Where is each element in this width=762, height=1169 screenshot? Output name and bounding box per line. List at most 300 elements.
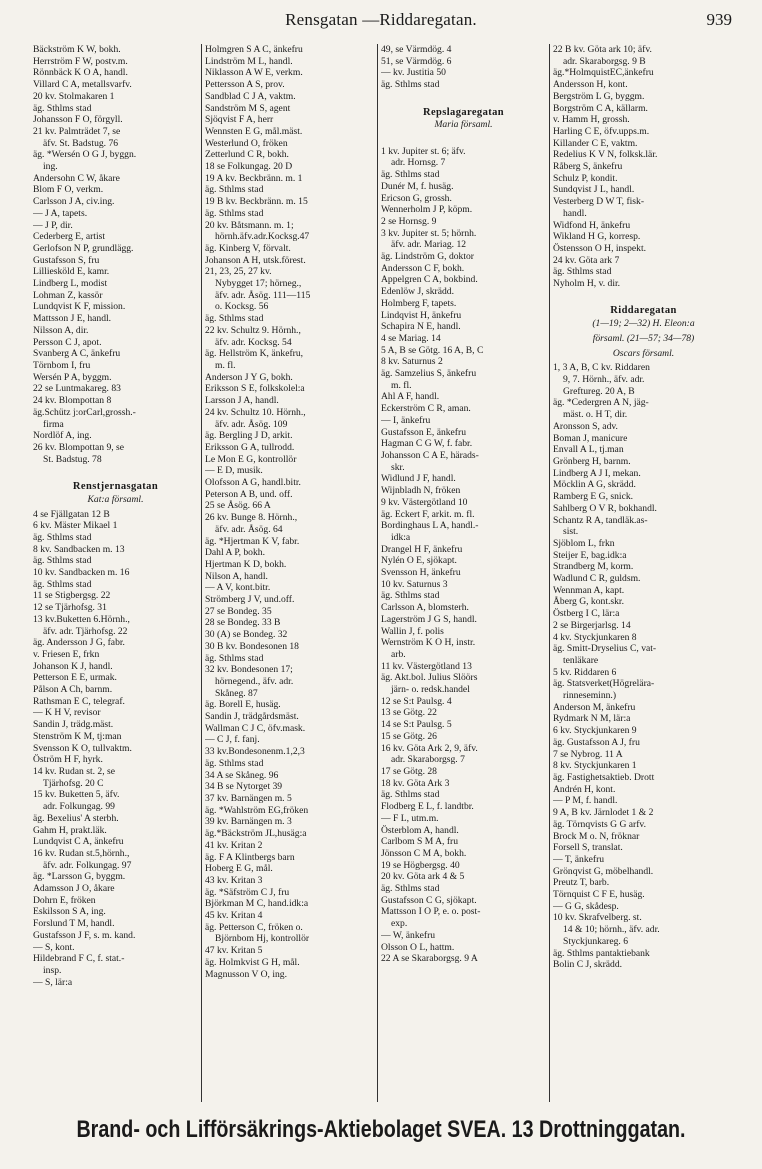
- directory-columns: [30, 44, 737, 1102]
- directory-entry: Hildebrand F C, f. stat.-: [33, 953, 125, 965]
- directory-entry: Schapira N E, handl.: [381, 321, 461, 333]
- directory-entry: Rydmark N M, lär:a: [553, 713, 631, 725]
- directory-entry: Sandin J, trädgårdsmäst.: [205, 711, 299, 723]
- directory-entry: äg. Andersson J G, fabr.: [33, 637, 125, 649]
- directory-entry: Nylén O E, sjökapt.: [381, 555, 457, 567]
- directory-entry: äg. Bexelius' A sterbh.: [33, 812, 119, 824]
- directory-entry: Svensson H, änkefru: [381, 567, 461, 579]
- directory-entry: Widlund J F, handl.: [381, 473, 456, 485]
- directory-entry: äfv. adr. Åsög. 109: [215, 418, 288, 430]
- directory-entry: äg. F A Klintbergs barn: [205, 851, 295, 863]
- directory-entry: Harling C E, öfv.upps.m.: [553, 125, 650, 137]
- directory-entry: äfv. adr. Folkungag. 97: [43, 859, 132, 871]
- directory-entry: Envall A L, tj.man: [553, 444, 624, 456]
- directory-entry: äg. Akt.bol. Julius Slöörs: [381, 672, 478, 684]
- directory-entry: 18 kv. Göta Ark 3: [381, 777, 450, 789]
- directory-entry: — A V, kont.bitr.: [205, 582, 271, 594]
- directory-entry: Wallin J, f. polis: [381, 625, 444, 637]
- directory-entry: Sandblad C J A, vaktm.: [205, 90, 296, 102]
- directory-entry: [381, 134, 546, 146]
- directory-entry: St. Badstug. 78: [43, 453, 102, 465]
- directory-entry: 1, 3 A, B, C kv. Riddaren: [553, 362, 650, 374]
- directory-entry: äg. Holmkvist G H, mål.: [205, 956, 300, 968]
- directory-entry: — T, änkefru: [553, 853, 605, 865]
- directory-entry: äg. *Cedergren A N, jäg-: [553, 397, 649, 409]
- directory-entry: Hjertman K D, bokh.: [205, 558, 287, 570]
- directory-entry: Peterson A B, und. off.: [205, 488, 293, 500]
- directory-entry: v. Friesen E, frkn: [33, 648, 100, 660]
- directory-entry: 10 kv. Saturnus 3: [381, 578, 448, 590]
- directory-entry: Björkman M C, hand.idk:a: [205, 898, 309, 910]
- directory-entry: 37 kv. Barnängen m. 5: [205, 793, 292, 804]
- directory-entry: Sahlberg O V R, bokhandl.: [553, 502, 657, 514]
- directory-entry: äg. Borell E, husäg.: [205, 699, 281, 711]
- directory-entry: 9 A, B kv. Järnlodet 1 & 2: [553, 807, 654, 819]
- directory-entry: Redelius K V N, folksk.lär.: [553, 149, 658, 161]
- directory-entry: 6 kv. Mäster Mikael 1: [33, 520, 118, 532]
- directory-entry: idk:a: [391, 531, 411, 543]
- directory-entry: 8 kv. Sandbacken m. 13: [33, 543, 125, 555]
- directory-entry: Råberg S, änkefru: [553, 161, 623, 173]
- directory-entry: äg. Sthlms stad: [205, 207, 264, 219]
- directory-entry: 30 (A) se Bondeg. 32: [205, 629, 288, 641]
- directory-entry: Gustafsson E, änkefru: [381, 426, 466, 438]
- directory-entry: äg. *Hjertman K V, fabr.: [205, 535, 300, 547]
- directory-entry: Holmberg F, tapets.: [381, 297, 457, 309]
- directory-entry: — kv. Justitia 50: [381, 67, 446, 79]
- directory-entry: Persson C J, apot.: [33, 336, 102, 348]
- directory-entry: Dahl A P, bokh.: [205, 547, 265, 559]
- directory-entry: äfv. adr. Kocksg. 54: [215, 336, 292, 348]
- directory-entry: 22 se Luntmakareg. 83: [33, 383, 121, 395]
- directory-entry: insp.: [43, 964, 62, 976]
- directory-entry: 34 A se Skåneg. 96: [205, 769, 279, 781]
- directory-entry: — C J, f. fanj.: [205, 734, 260, 746]
- directory-entry: Boman J, manicure: [553, 432, 628, 444]
- directory-entry: äg. Sthlms stad: [205, 184, 264, 196]
- directory-entry: 26 kv. Blompottan 9, se: [33, 441, 125, 453]
- directory-entry: Drangel H F, änkefru: [381, 543, 463, 555]
- directory-entry: Eriksson G A, tullrodd.: [205, 441, 295, 453]
- directory-entry: hörnh.äfv.adr.Kocksg.47: [215, 231, 310, 243]
- directory-entry: 24 kv. Göta ark 7: [553, 254, 620, 266]
- directory-entry: äg. Sthlms stad: [381, 883, 440, 895]
- directory-entry: Edenlöw J, skrädd.: [381, 286, 455, 298]
- directory-entry: exp.: [391, 918, 408, 930]
- directory-entry: 13 kv.Buketten 6.Hörnh.,: [33, 613, 130, 625]
- directory-entry: Andersson H, kont.: [553, 79, 628, 91]
- directory-entry: Wennsten E G, mål.mäst.: [205, 125, 303, 137]
- directory-entry: 22 kv. Schultz 9. Hörnh.,: [205, 324, 301, 336]
- directory-entry: äg. Statsverket(Högrelära-: [553, 678, 655, 690]
- directory-entry: Bergström L G, byggm.: [553, 90, 645, 102]
- directory-entry: firma: [43, 418, 64, 430]
- directory-entry: Olofsson A G, handl.bitr.: [205, 477, 301, 489]
- directory-entry: äg. Sthlms stad: [205, 652, 264, 664]
- directory-entry: m. fl.: [391, 379, 412, 391]
- column-3: [378, 44, 550, 1102]
- directory-entry: Strömberg J V, und.off.: [205, 594, 295, 606]
- directory-entry: 9 kv. Västergötland 10: [381, 496, 468, 508]
- directory-entry: Wijnbladh N, fröken: [381, 485, 461, 497]
- directory-entry: Lilliesköld E, kamr.: [33, 266, 110, 278]
- directory-entry: äg. Smitt-Dryselius C, vat-: [553, 643, 657, 655]
- directory-entry: Cederberg E, artist: [33, 231, 106, 243]
- directory-entry: Gustafsson C G, sjökapt.: [381, 894, 477, 906]
- directory-entry: Stenström K M, tj:man: [33, 730, 122, 742]
- directory-entry: Villard C A, metallsvarfv.: [33, 79, 132, 91]
- directory-entry: Grönberg H, barnm.: [553, 456, 631, 467]
- directory-entry: skr.: [391, 461, 405, 473]
- directory-entry: v. Hamm H, grossh.: [553, 114, 630, 126]
- directory-entry: äg. Kinberg V, förvalt.: [205, 242, 291, 254]
- directory-entry: Killander C E, vaktm.: [553, 137, 638, 149]
- directory-entry: adr. Hornsg. 7: [391, 157, 446, 169]
- directory-entry: 22 A se Skaraborgsg. 9 A: [381, 953, 478, 965]
- directory-entry: 24 kv. Blompottan 8: [33, 395, 112, 407]
- directory-entry: äg. Lindström G, doktor: [381, 251, 474, 263]
- directory-entry: Rönnbäck K O A, handl.: [33, 67, 128, 79]
- directory-entry: 32 kv. Bondesonen 17;: [205, 664, 293, 676]
- directory-entry: Wikland H G, korresp.: [553, 231, 641, 243]
- column-1: [30, 44, 202, 1102]
- directory-entry: Rathsman E C, telegraf.: [33, 695, 125, 707]
- directory-entry: 13 se Götg. 22: [381, 707, 437, 719]
- directory-entry: Blom F O, verkm.: [33, 184, 104, 196]
- parish-note: Kat:a församl.: [87, 493, 144, 505]
- directory-entry: rinneseminn.): [563, 690, 617, 702]
- directory-entry: Eriksson S E, folkskolel:a: [205, 383, 305, 395]
- directory-entry: Appelgren C A, bokbind.: [381, 274, 478, 286]
- directory-entry: Lindström M L, handl.: [205, 55, 293, 67]
- directory-entry: 14 & 10; hörnh., äfv. adr.: [563, 924, 660, 936]
- directory-entry: Pålson A Ch, barnm.: [33, 684, 113, 696]
- directory-entry: 19 A kv. Beckbränn. m. 1: [205, 172, 303, 184]
- directory-entry: Gustafsson J F, s. m. kand.: [33, 929, 136, 941]
- directory-entry: mäst. o. H T, dir.: [563, 409, 628, 421]
- directory-entry: — S, kont.: [33, 941, 75, 953]
- directory-entry: 33 kv.Bondesonenm.1,2,3: [205, 746, 305, 758]
- directory-entry: 25 se Åsög. 66 A: [205, 500, 271, 512]
- directory-entry: järn- o. redsk.handel: [391, 684, 470, 696]
- directory-entry: äg. Sthlms stad: [33, 578, 92, 590]
- directory-entry: 18 se Folkungag. 20 D: [205, 161, 293, 173]
- directory-entry: 4 se Mariag. 14: [381, 332, 441, 344]
- directory-entry: Wennman A, kapt.: [553, 584, 625, 596]
- directory-entry: äg. *Wersén O G J, byggn.: [33, 149, 137, 161]
- directory-entry: äg. *Säfström C J, fru: [205, 886, 290, 898]
- running-title: Rensgatan —Riddaregatan.: [285, 10, 477, 29]
- directory-entry: Dunér M, f. husäg.: [381, 180, 454, 192]
- directory-entry: äg. Fastighetsaktieb. Drott: [553, 771, 655, 783]
- directory-entry: 2 se Birgerjarlsg. 14: [553, 619, 631, 631]
- directory-entry: Forsell S, translat.: [553, 842, 623, 854]
- directory-entry: adr. Folkungag. 99: [43, 801, 115, 813]
- directory-entry: Tjärhofsg. 20 C: [43, 777, 104, 789]
- directory-entry: — P M, f. handl.: [553, 795, 618, 807]
- directory-entry: äfv. adr. Åsög. 64: [215, 523, 283, 535]
- directory-entry: Bordinghaus L A, handl.-: [381, 520, 479, 532]
- directory-entry: 20 kv. Stolmakaren 1: [33, 90, 115, 102]
- directory-entry: Sjöqvist F A, herr: [205, 114, 274, 126]
- directory-entry: Nybygget 17; hörneg.,: [215, 278, 302, 290]
- column-4: [550, 44, 737, 1102]
- directory-entry: Pettersson A S, prov.: [205, 79, 285, 91]
- directory-entry: 15 kv. Buketten 5, äfv.: [33, 789, 120, 801]
- directory-entry: 14 se S:t Paulsg. 5: [381, 719, 452, 731]
- directory-entry: o. Kocksg. 56: [215, 301, 269, 313]
- directory-entry: äg. Petterson C, fröken o.: [205, 921, 303, 933]
- directory-entry: äg. Bergling J D, arkit.: [205, 430, 293, 442]
- directory-entry: Westerlund O, fröken: [205, 137, 288, 149]
- directory-entry: äg. Sthlms stad: [381, 789, 440, 801]
- parish-note: Maria församl.: [434, 119, 493, 131]
- directory-entry: [33, 465, 198, 477]
- directory-entry: — I, änkefru: [381, 414, 431, 426]
- directory-entry: Nilson A, handl.: [205, 570, 268, 582]
- directory-entry: Sandström M S, agent: [205, 102, 291, 114]
- directory-entry: Törnquist C F E, husäg.: [553, 889, 645, 901]
- directory-entry: arb.: [391, 648, 406, 660]
- directory-entry: Törnbom I, fru: [33, 359, 91, 371]
- directory-entry: 27 se Bondeg. 35: [205, 605, 272, 617]
- directory-entry: — E D, musik.: [205, 465, 263, 477]
- directory-entry: äg. Gustafsson A J, fru: [553, 736, 640, 748]
- directory-entry: Österblom A, handl.: [381, 824, 459, 836]
- parish-note: Oscars församl.: [612, 347, 675, 359]
- directory-entry: äg. Törnqvists G G arfv.: [553, 818, 646, 830]
- directory-entry: 24 kv. Schultz 10. Hörnh.,: [205, 406, 306, 418]
- directory-entry: Aronsson S, adv.: [553, 420, 618, 432]
- directory-entry: Björnbom Hj, kontrollör: [215, 933, 310, 945]
- directory-entry: Carlsson A, blomsterh.: [381, 602, 469, 614]
- directory-entry: 12 se S:t Paulsg. 4: [381, 695, 452, 707]
- directory-entry: Svensson K O, tullvaktm.: [33, 742, 132, 754]
- directory-entry: 51, se Värmdög. 6: [381, 55, 452, 67]
- directory-entry: Gahm H, prakt.läk.: [33, 824, 107, 836]
- directory-entry: — J P, dir.: [33, 219, 73, 231]
- directory-entry: 19 se Högbergsg. 40: [381, 859, 460, 871]
- directory-entry: 9, 7. Hörnh., äfv. adr.: [563, 374, 645, 386]
- directory-entry: 21, 23, 25, 27 kv.: [205, 266, 272, 278]
- directory-entry: Olsson O L, hattm.: [381, 941, 455, 953]
- directory-entry: hörnegend., äfv. adr.: [215, 675, 294, 687]
- directory-entry: Bäckström K W, bokh.: [33, 44, 121, 55]
- directory-entry: Anderson M, änkefru: [553, 701, 636, 713]
- directory-entry: Öström H F, hyrk.: [33, 754, 103, 766]
- directory-entry: handl.: [563, 207, 587, 219]
- directory-entry: Strandberg M, korm.: [553, 561, 634, 573]
- directory-entry: Larsson J A, handl.: [205, 395, 279, 407]
- directory-entry: Andersohn C W, åkare: [33, 172, 120, 184]
- directory-entry: 16 kv. Göta Ark 2, 9, äfv.: [381, 742, 478, 754]
- directory-entry: äg. Sthlms stad: [553, 266, 612, 278]
- directory-entry: äg.*Bäckström JL,husäg:a: [205, 828, 307, 840]
- directory-entry: 8 kv. Styckjunkaren 1: [553, 760, 637, 772]
- directory-entry: Nordlöf A, ing.: [33, 430, 92, 442]
- street-heading: Renstjernasgatan: [72, 481, 159, 493]
- directory-entry: Jönsson C M A, bokh.: [381, 847, 467, 859]
- directory-entry: 34 B se Nytorget 39: [205, 781, 283, 793]
- directory-entry: Lagerström J G S, handl.: [381, 613, 477, 625]
- directory-entry: 14 kv. Rudan st. 2, se: [33, 765, 115, 777]
- directory-entry: Greftureg. 20 A, B: [563, 385, 635, 397]
- directory-entry: Lundqvist K F, mission.: [33, 301, 126, 313]
- directory-entry: — S, lär:a: [33, 976, 73, 988]
- page-header: [30, 10, 732, 36]
- directory-entry: äg. Sthlms stad: [33, 531, 92, 543]
- directory-entry: äg. Hellström K, änkefru,: [205, 348, 304, 360]
- directory-entry: Hoberg E G, mål.: [205, 863, 273, 875]
- directory-entry: [553, 290, 734, 302]
- directory-entry: Johanson A H, utsk.förest.: [205, 254, 306, 266]
- directory-entry: Andrén H, kont.: [553, 783, 616, 795]
- directory-entry: 17 se Götg. 28: [381, 765, 437, 777]
- directory-entry: 30 B kv. Bondesonen 18: [205, 640, 299, 652]
- directory-entry: Styckjunkareg. 6: [563, 935, 629, 947]
- directory-entry: Zetterlund C R, bokh.: [205, 149, 289, 161]
- directory-entry: 10 kv. Skrafvelberg. st.: [553, 912, 642, 924]
- directory-entry: Eskilsson S A, ing.: [33, 906, 106, 918]
- directory-entry: äg. Samzelius S, änkefru: [381, 368, 477, 380]
- directory-entry: ing.: [43, 161, 58, 173]
- directory-entry: — K H V, revisor: [33, 707, 101, 719]
- directory-entry: Östberg I C, lär:a: [553, 608, 620, 620]
- directory-entry: 47 kv. Kritan 5: [205, 945, 263, 957]
- directory-entry: 4 se Fjällgatan 12 B: [33, 508, 110, 520]
- directory-entry: äg. Sthlms stad: [205, 313, 264, 325]
- directory-entry: Svanberg A C, änkefru: [33, 348, 121, 360]
- directory-entry: Wennerholm J P, köpm.: [381, 204, 473, 216]
- directory-entry: 6 kv. Styckjunkaren 9: [553, 725, 637, 737]
- directory-entry: Åberg G, kont.skr.: [553, 596, 624, 608]
- directory-entry: äg. Eckert F, arkit. m. fl.: [381, 508, 475, 520]
- directory-entry: äg. Sthlms stad: [381, 169, 440, 181]
- directory-entry: — G G, skådesp.: [553, 900, 619, 912]
- directory-entry: Petterson E E, urmak.: [33, 672, 117, 684]
- directory-entry: adr. Skaraborgsg. 7: [391, 754, 465, 766]
- parish-note: församl. (21—57; 34—78): [592, 332, 695, 344]
- directory-entry: Preutz T, barb.: [553, 877, 610, 889]
- directory-entry: Flodberg E L, f. landtbr.: [381, 801, 474, 813]
- directory-entry: Borgström C A, källarm.: [553, 102, 648, 114]
- directory-entry: Wernström K O H, instr.: [381, 637, 476, 649]
- directory-entry: Lohman Z, kassör: [33, 289, 103, 301]
- street-heading: Riddaregatan: [610, 305, 677, 317]
- directory-entry: Johansson F O, förgyll.: [33, 114, 123, 126]
- directory-entry: 26 kv. Bunge 8. Hörnh.,: [205, 512, 298, 524]
- directory-entry: Eckerström C R, aman.: [381, 403, 471, 415]
- directory-entry: 16 kv. Rudan st.5,hörnh.,: [33, 847, 130, 859]
- directory-entry: 49, se Värmdög. 4: [381, 44, 452, 55]
- directory-entry: Wersén P A, byggm.: [33, 371, 112, 383]
- directory-entry: Hagman C G W, f. fabr.: [381, 438, 473, 450]
- directory-entry: Bolin C J, skrädd.: [553, 959, 623, 971]
- parish-note: (1—19; 2—32) H. Eleon:a: [592, 318, 695, 330]
- directory-entry: Östensson O H, inspekt.: [553, 242, 647, 254]
- directory-entry: 43 kv. Kritan 3: [205, 874, 263, 886]
- directory-entry: 3 kv. Jupiter st. 5; hörnh.: [381, 227, 477, 239]
- directory-entry: äg. *Wahlström EG,fröken: [205, 804, 309, 816]
- directory-entry: 8 kv. Saturnus 2: [381, 356, 443, 368]
- directory-entry: Steijer E, bag.idk:a: [553, 549, 627, 561]
- directory-entry: m. fl.: [215, 359, 236, 371]
- directory-entry: sist.: [563, 526, 579, 538]
- directory-entry: Sundqvist J L, handl.: [553, 184, 635, 196]
- directory-entry: Ramberg E G, snick.: [553, 491, 634, 503]
- directory-entry: 15 se Götg. 26: [381, 730, 437, 742]
- page-number: 939: [706, 10, 732, 29]
- directory-entry: äg. Sthlms pantaktiebank: [553, 947, 650, 959]
- directory-entry: äfv. St. Badstug. 76: [43, 137, 119, 149]
- directory-entry: 45 kv. Kritan 4: [205, 910, 263, 922]
- directory-entry: Andersson C F, bokh.: [381, 262, 465, 274]
- directory-entry: 5 kv. Riddaren 6: [553, 666, 617, 678]
- directory-entry: Mattsson J E, handl.: [33, 313, 112, 325]
- directory-entry: Lindqvist H, änkefru: [381, 309, 462, 321]
- directory-entry: äfv. adr. Tjärhofsg. 22: [43, 625, 128, 637]
- directory-entry: Dohrn E, fröken: [33, 894, 96, 906]
- directory-entry: Schulz P, kondit.: [553, 172, 618, 184]
- directory-entry: Widfond H, änkefru: [553, 219, 631, 231]
- column-2: [202, 44, 378, 1102]
- directory-entry: Herrström F W, postv.m.: [33, 55, 128, 67]
- directory-entry: äg. *Larsson G, byggm.: [33, 871, 126, 883]
- directory-entry: — W, änkefru: [381, 929, 436, 941]
- directory-entry: 2 se Hornsg. 9: [381, 215, 437, 227]
- directory-entry: Grönqvist G, möbelhandl.: [553, 865, 654, 877]
- directory-entry: äg. Sthlms stad: [205, 757, 264, 769]
- directory-entry: 21 kv. Palmträdet 7, se: [33, 125, 121, 137]
- directory-entry: äg.*HolmquistEC,änkefru: [553, 67, 654, 79]
- directory-entry: 12 se Tjärhofsg. 31: [33, 602, 107, 614]
- directory-entry: Wadlund C R, guldsm.: [553, 573, 641, 585]
- directory-entry: 20 kv. Göta ark 4 & 5: [381, 871, 465, 883]
- directory-entry: äg. Sthlms stad: [381, 590, 440, 602]
- directory-entry: Johanson K J, handl.: [33, 660, 113, 672]
- directory-entry: 10 kv. Sandbacken m. 16: [33, 567, 130, 579]
- directory-entry: Brock M o. N, fröknar: [553, 830, 640, 842]
- directory-entry: äfv. adr. Mariag. 12: [391, 239, 467, 251]
- directory-entry: Lindberg A J I, mekan.: [553, 467, 641, 479]
- directory-entry: Mattsson I O P, e. o. post-: [381, 906, 481, 918]
- directory-entry: Möcklin A G, skrädd.: [553, 479, 636, 491]
- street-heading: Repslagaregatan: [422, 106, 505, 118]
- directory-entry: 4 kv. Styckjunkaren 8: [553, 631, 637, 643]
- directory-entry: Carlbom S M A, fru: [381, 836, 459, 848]
- directory-entry: Holmgren S A C, änkefru: [205, 44, 303, 55]
- directory-entry: 1 kv. Jupiter st. 6; äfv.: [381, 145, 466, 157]
- directory-entry: äg. Sthlms stad: [33, 555, 92, 567]
- directory-entry: 5 A, B se Götg. 16 A, B, C: [381, 344, 484, 356]
- directory-entry: adr. Skaraborgsg. 9 B: [563, 55, 646, 67]
- directory-entry: äg. Sthlms stad: [33, 102, 92, 114]
- directory-entry: Nyholm H, v. dir.: [553, 278, 621, 290]
- directory-entry: tenläkare: [563, 654, 599, 666]
- directory-entry: 7 se Nybrog. 11 A: [553, 748, 623, 760]
- directory-entry: 11 se Stigbergsg. 22: [33, 590, 111, 602]
- directory-entry: Anderson J Y G, bokh.: [205, 371, 293, 383]
- directory-entry: Adamsson J O, åkare: [33, 883, 115, 895]
- directory-entry: Carlsson J A, civ.ing.: [33, 196, 115, 208]
- directory-entry: 41 kv. Kritan 2: [205, 839, 263, 851]
- directory-entry: 19 B kv. Beckbränn. m. 15: [205, 196, 308, 208]
- directory-entry: Ahl A F, handl.: [381, 391, 440, 403]
- directory-entry: Vesterberg D W T, fisk-: [553, 196, 645, 208]
- directory-entry: Gerlofson N P, grundlägg.: [33, 242, 134, 254]
- directory-entry: äfv. adr. Åsög. 111—115: [215, 289, 311, 301]
- directory-entry: Lundqvist C A, änkefru: [33, 836, 124, 848]
